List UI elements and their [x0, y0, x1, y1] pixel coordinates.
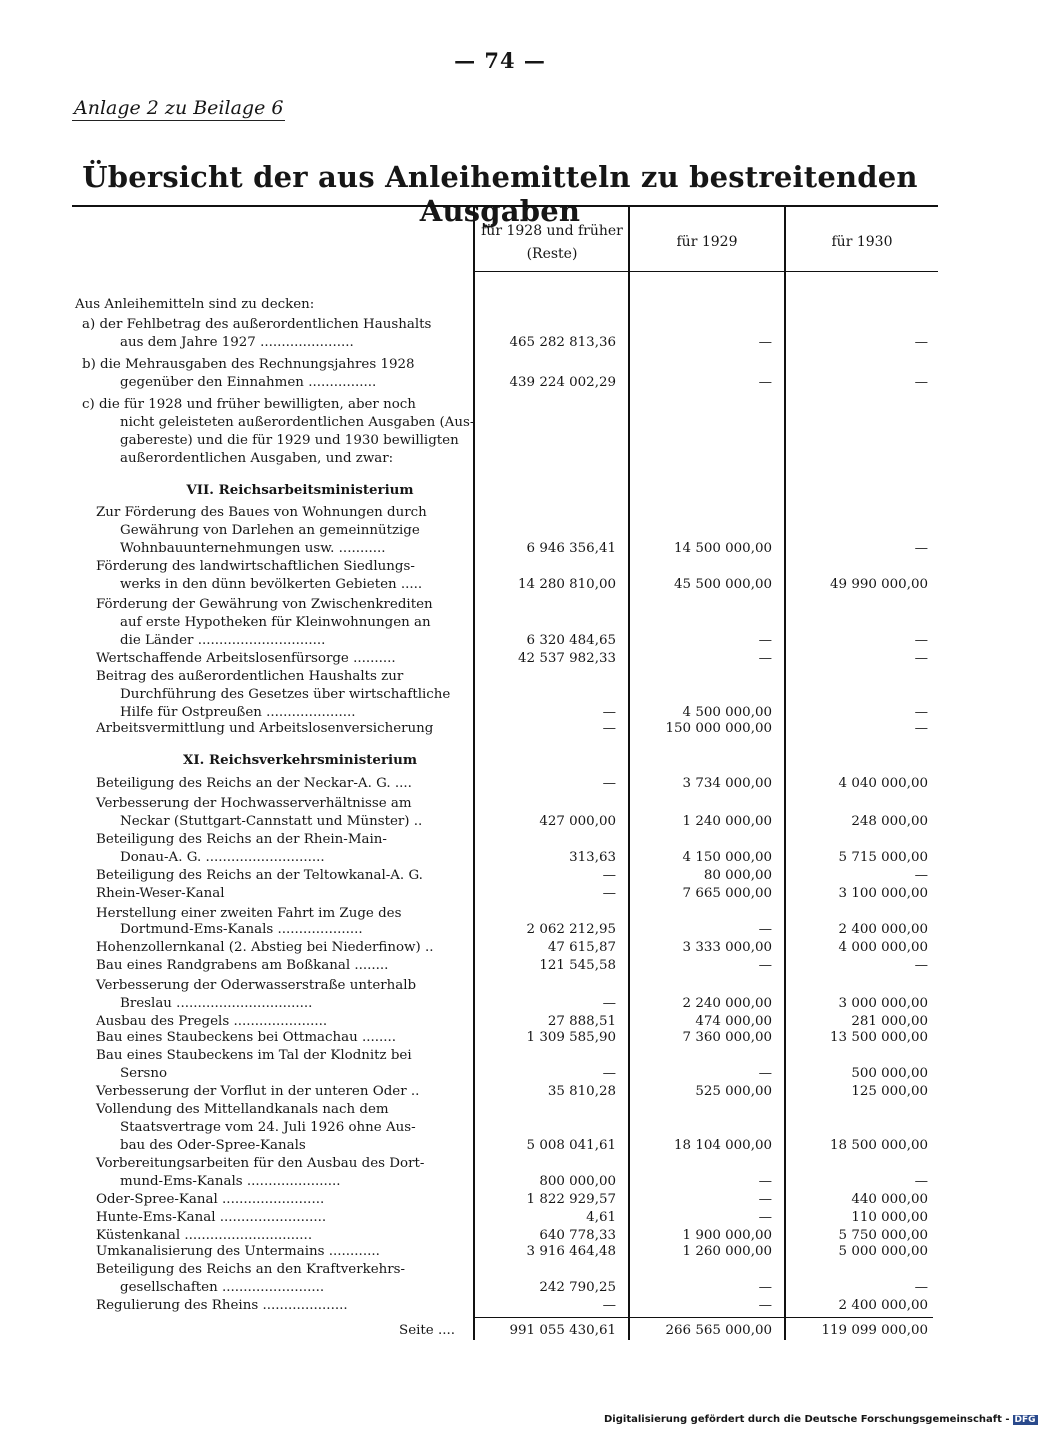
table-row [0, 504, 1000, 521]
row-label: Ausbau des Pregels ...................... [96, 1014, 328, 1029]
table-row [0, 957, 1000, 974]
table-row [0, 1137, 1000, 1154]
row-value-v3: 5 715 000,00 [838, 850, 928, 865]
table-row [0, 795, 1000, 812]
table-row [0, 704, 1000, 721]
table-row [0, 540, 1000, 557]
row-value-v1: — [602, 1066, 616, 1081]
row-value-v2: 1 240 000,00 [682, 814, 772, 829]
table-row [0, 831, 1000, 848]
row-value-v2: — [758, 1210, 772, 1225]
row-value-v3: — [914, 633, 928, 648]
table-row [0, 752, 1000, 769]
row-value-v1: 465 282 813,36 [509, 335, 616, 350]
row-value-v1: 313,63 [569, 850, 616, 865]
column-header-1929: für 1929 [676, 234, 738, 250]
row-label: Beteiligung des Reichs an den Kraftverkehrs- [96, 1262, 406, 1277]
table-row [0, 450, 1000, 467]
table-row [0, 1101, 1000, 1118]
row-label: b) die Mehrausgaben des Rechnungsjahres 1928 [82, 357, 415, 372]
row-value-v2: 18 104 000,00 [674, 1138, 772, 1153]
row-value-v3: 2 400 000,00 [838, 1298, 928, 1313]
sum-rule [473, 1317, 933, 1318]
table-row [0, 1261, 1000, 1278]
row-label: Förderung des landwirtschaftlichen Siedlungs- [96, 559, 415, 574]
table-row [0, 334, 1000, 351]
table-row [0, 1191, 1000, 1208]
row-value-v2: 2 240 000,00 [682, 996, 772, 1011]
row-label: Aus Anleihemitteln sind zu decken: [75, 297, 315, 312]
row-label: gegenüber den Einnahmen ................ [120, 375, 377, 390]
table-row [0, 995, 1000, 1012]
row-value-v2: 7 665 000,00 [682, 886, 772, 901]
row-label: Beteiligung des Reichs an der Rhein-Main- [96, 832, 387, 847]
row-label: Seite .... [399, 1323, 455, 1338]
row-label: VII. Reichsarbeitsministerium [186, 482, 414, 498]
row-label: Oder-Spree-Kanal ........................ [96, 1192, 325, 1207]
header-rule [473, 271, 938, 272]
row-label: auf erste Hypotheken für Kleinwohnungen an [120, 615, 431, 630]
table-row [0, 1029, 1000, 1046]
row-value-v1: — [602, 1298, 616, 1313]
table-row [0, 614, 1000, 631]
table-row [0, 668, 1000, 685]
row-label: Vollendung des Mittellandkanals nach dem [96, 1102, 389, 1117]
row-value-v3: 4 000 000,00 [838, 940, 928, 955]
row-value-v1: 47 615,87 [547, 940, 616, 955]
table-row [0, 939, 1000, 956]
row-value-v1: — [602, 868, 616, 883]
table-row [0, 813, 1000, 830]
table-row [0, 558, 1000, 575]
dfg-logo: DFG [1014, 1415, 1036, 1425]
table-row [0, 296, 1000, 313]
table-row [0, 1083, 1000, 1100]
credit-text: Digitalisierung gefördert durch die Deutsche Forschungsgemeinschaft - [604, 1414, 1010, 1425]
row-label: Breslau ................................ [120, 996, 313, 1011]
row-label: Umkanalisierung des Untermains ............ [96, 1244, 380, 1259]
row-value-v3: 125 000,00 [851, 1084, 928, 1099]
row-value-v3: — [914, 721, 928, 736]
row-value-v2: — [758, 633, 772, 648]
row-value-v3: — [914, 705, 928, 720]
row-label: Hunte-Ems-Kanal ......................... [96, 1210, 327, 1225]
row-value-v2: 150 000 000,00 [665, 721, 772, 736]
table-row [0, 1297, 1000, 1314]
row-label: Neckar (Stuttgart-Cannstatt und Münster) .. [120, 814, 423, 829]
table-row [0, 720, 1000, 737]
row-value-v2: — [758, 335, 772, 350]
row-value-v2: — [758, 1174, 772, 1189]
table-row [0, 482, 1000, 499]
row-value-v2: — [758, 651, 772, 666]
row-value-v1: 427 000,00 [539, 814, 616, 829]
row-value-v3: — [914, 375, 928, 390]
table-row [0, 1047, 1000, 1064]
table-top-rule [72, 205, 938, 207]
table-row [0, 686, 1000, 703]
table-row [0, 1209, 1000, 1226]
table-row [0, 316, 1000, 333]
row-value-v3: — [914, 651, 928, 666]
row-value-v2: — [758, 1066, 772, 1081]
table-row [0, 414, 1000, 431]
row-label: Zur Förderung des Baues von Wohnungen durch [96, 505, 427, 520]
row-label: Verbesserung der Hochwasserverhältnisse am [96, 796, 412, 811]
row-value-v3: 49 990 000,00 [830, 577, 928, 592]
row-label: Vorbereitungsarbeiten für den Ausbau des Dort- [96, 1156, 425, 1171]
row-label: Rhein-Weser-Kanal [96, 886, 225, 901]
row-label: gabereste) und die für 1929 und 1930 bewilligten [120, 433, 459, 448]
row-label: Verbesserung der Oderwasserstraße unterhalb [96, 978, 417, 993]
table-row [0, 356, 1000, 373]
row-value-v2: 1 900 000,00 [682, 1228, 772, 1243]
table-row [0, 396, 1000, 413]
row-value-v2: — [758, 1298, 772, 1313]
row-value-v1: 14 280 810,00 [518, 577, 616, 592]
row-value-v3: — [914, 1280, 928, 1295]
row-label: Hohenzollernkanal (2. Abstieg bei Niederfinow) .. [96, 940, 434, 955]
table-row [0, 1155, 1000, 1172]
row-value-v1: 640 778,33 [539, 1228, 616, 1243]
row-value-v1: 439 224 002,29 [509, 375, 616, 390]
row-label: Bau eines Staubeckens bei Ottmachau ........ [96, 1030, 397, 1045]
row-label: aus dem Jahre 1927 ...................... [120, 335, 354, 350]
table-row [0, 1227, 1000, 1244]
row-label: Gewährung von Darlehen an gemeinnützige [120, 523, 420, 538]
table-row [0, 885, 1000, 902]
table-row [0, 522, 1000, 539]
row-value-v1: 800 000,00 [539, 1174, 616, 1189]
page-title: Übersicht der aus Anleihemitteln zu bestreitenden Ausgaben [82, 160, 918, 228]
table-row [0, 432, 1000, 449]
row-value-v2: — [758, 958, 772, 973]
row-value-v1: 6 320 484,65 [526, 633, 616, 648]
row-value-v1: 1 309 585,90 [526, 1030, 616, 1045]
row-value-v2: 7 360 000,00 [682, 1030, 772, 1045]
row-value-v2: — [758, 922, 772, 937]
row-value-v3: 13 500 000,00 [830, 1030, 928, 1045]
row-label: gesellschaften ........................ [120, 1280, 325, 1295]
row-value-v1: 1 822 929,57 [526, 1192, 616, 1207]
row-label: Förderung der Gewährung von Zwischenkrediten [96, 597, 433, 612]
row-value-v1: — [602, 776, 616, 791]
row-label: Herstellung einer zweiten Fahrt im Zuge des [96, 906, 402, 921]
page-number: — 74 — [454, 48, 546, 73]
table-row [0, 921, 1000, 938]
row-value-v3: — [914, 541, 928, 556]
row-value-v3: 281 000,00 [851, 1014, 928, 1029]
row-value-v3: 119 099 000,00 [821, 1323, 928, 1338]
row-value-v2: 525 000,00 [695, 1084, 772, 1099]
row-value-v1: 27 888,51 [547, 1014, 616, 1029]
table-row [0, 1013, 1000, 1030]
row-value-v1: 991 055 430,61 [509, 1323, 616, 1338]
row-value-v1: 35 810,28 [547, 1084, 616, 1099]
row-label: XI. Reichsverkehrsministerium [183, 752, 417, 768]
row-value-v1: 42 537 982,33 [518, 651, 616, 666]
table-row [0, 1065, 1000, 1082]
table-row [0, 632, 1000, 649]
row-value-v1: 242 790,25 [539, 1280, 616, 1295]
row-value-v2: 4 150 000,00 [682, 850, 772, 865]
row-value-v3: 110 000,00 [851, 1210, 928, 1225]
row-value-v3: 4 040 000,00 [838, 776, 928, 791]
row-value-v2: — [758, 375, 772, 390]
row-value-v2: 45 500 000,00 [674, 577, 772, 592]
table-row [0, 1322, 1000, 1339]
row-label: werks in den dünn bevölkerten Gebieten ..... [120, 577, 423, 592]
table-row [0, 1279, 1000, 1296]
row-value-v3: — [914, 1174, 928, 1189]
table-row [0, 905, 1000, 922]
row-label: mund-Ems-Kanals ...................... [120, 1174, 341, 1189]
row-value-v3: 2 400 000,00 [838, 922, 928, 937]
row-label: Bau eines Staubeckens im Tal der Klodnitz bei [96, 1048, 412, 1063]
table-row [0, 849, 1000, 866]
row-label: Beteiligung des Reichs an der Neckar-A. G. .... [96, 776, 412, 791]
row-value-v1: — [602, 705, 616, 720]
row-value-v3: 3 100 000,00 [838, 886, 928, 901]
row-value-v1: — [602, 996, 616, 1011]
row-label: Beteiligung des Reichs an der Teltowkanal-A. G. [96, 868, 423, 883]
row-value-v3: 18 500 000,00 [830, 1138, 928, 1153]
table-row [0, 374, 1000, 391]
row-value-v3: 3 000 000,00 [838, 996, 928, 1011]
row-value-v1: 6 946 356,41 [526, 541, 616, 556]
row-value-v1: 3 916 464,48 [526, 1244, 616, 1259]
row-label: Staatsvertrage vom 24. Juli 1926 ohne Aus- [120, 1120, 416, 1135]
row-label: Sersno [120, 1066, 168, 1081]
row-value-v2: 80 000,00 [703, 868, 772, 883]
table-row [0, 977, 1000, 994]
row-label: Bau eines Randgrabens am Boßkanal ........ [96, 958, 389, 973]
row-value-v3: — [914, 868, 928, 883]
row-label: außerordentlichen Ausgaben, und zwar: [120, 451, 394, 466]
row-label: bau des Oder-Spree-Kanals [120, 1138, 306, 1153]
row-label: nicht geleisteten außerordentlichen Ausgaben (Aus- [120, 415, 475, 430]
row-value-v3: 5 750 000,00 [838, 1228, 928, 1243]
row-value-v2: 266 565 000,00 [665, 1323, 772, 1338]
table-row [0, 775, 1000, 792]
row-label: Wohnbauunternehmungen usw. ........... [120, 541, 386, 556]
row-label: Donau-A. G. ............................ [120, 850, 325, 865]
row-label: Beitrag des außerordentlichen Haushalts zur [96, 669, 404, 684]
row-label: Wertschaffende Arbeitslosenfürsorge .......... [96, 651, 396, 666]
row-value-v3: 248 000,00 [851, 814, 928, 829]
row-label: Regulierung des Rheins .................... [96, 1298, 348, 1313]
row-value-v1: 4,61 [586, 1210, 616, 1225]
row-value-v1: — [602, 721, 616, 736]
row-label: Durchführung des Gesetzes über wirtschaftliche [120, 687, 451, 702]
row-value-v3: 5 000 000,00 [838, 1244, 928, 1259]
row-value-v2: 14 500 000,00 [674, 541, 772, 556]
row-value-v2: 4 500 000,00 [682, 705, 772, 720]
table-row [0, 576, 1000, 593]
row-value-v2: 474 000,00 [695, 1014, 772, 1029]
row-label: a) der Fehlbetrag des außerordentlichen Haushalts [82, 317, 432, 332]
row-value-v3: — [914, 335, 928, 350]
row-value-v2: 3 734 000,00 [682, 776, 772, 791]
row-value-v3: — [914, 958, 928, 973]
table-row [0, 650, 1000, 667]
row-label: Verbesserung der Vorflut in der unteren Oder .. [96, 1084, 420, 1099]
row-value-v1: 5 008 041,61 [526, 1138, 616, 1153]
table-row [0, 1173, 1000, 1190]
row-label: Arbeitsvermittlung und Arbeitslosenversicherung [96, 721, 434, 736]
table-row [0, 596, 1000, 613]
row-label: Küstenkanal .............................. [96, 1228, 313, 1243]
row-value-v3: 500 000,00 [851, 1066, 928, 1081]
table-row [0, 867, 1000, 884]
row-value-v2: — [758, 1280, 772, 1295]
table-row [0, 1243, 1000, 1260]
row-label: Dortmund-Ems-Kanals .................... [120, 922, 363, 937]
row-label: die Länder .............................. [120, 633, 326, 648]
row-label: c) die für 1928 und früher bewilligten, aber noch [82, 397, 416, 412]
digitization-credit [604, 1414, 1038, 1425]
column-header-1928: für 1928 und früher (Reste) [481, 223, 623, 262]
row-label: Hilfe für Ostpreußen ..................... [120, 705, 356, 720]
row-value-v2: 3 333 000,00 [682, 940, 772, 955]
row-value-v1: 121 545,58 [539, 958, 616, 973]
row-value-v1: 2 062 212,95 [526, 922, 616, 937]
column-header-1930: für 1930 [831, 234, 893, 250]
table-row [0, 1119, 1000, 1136]
row-value-v2: — [758, 1192, 772, 1207]
annex-label: Anlage 2 zu Beilage 6 [74, 97, 284, 119]
row-value-v3: 440 000,00 [851, 1192, 928, 1207]
row-value-v2: 1 260 000,00 [682, 1244, 772, 1259]
row-value-v1: — [602, 886, 616, 901]
